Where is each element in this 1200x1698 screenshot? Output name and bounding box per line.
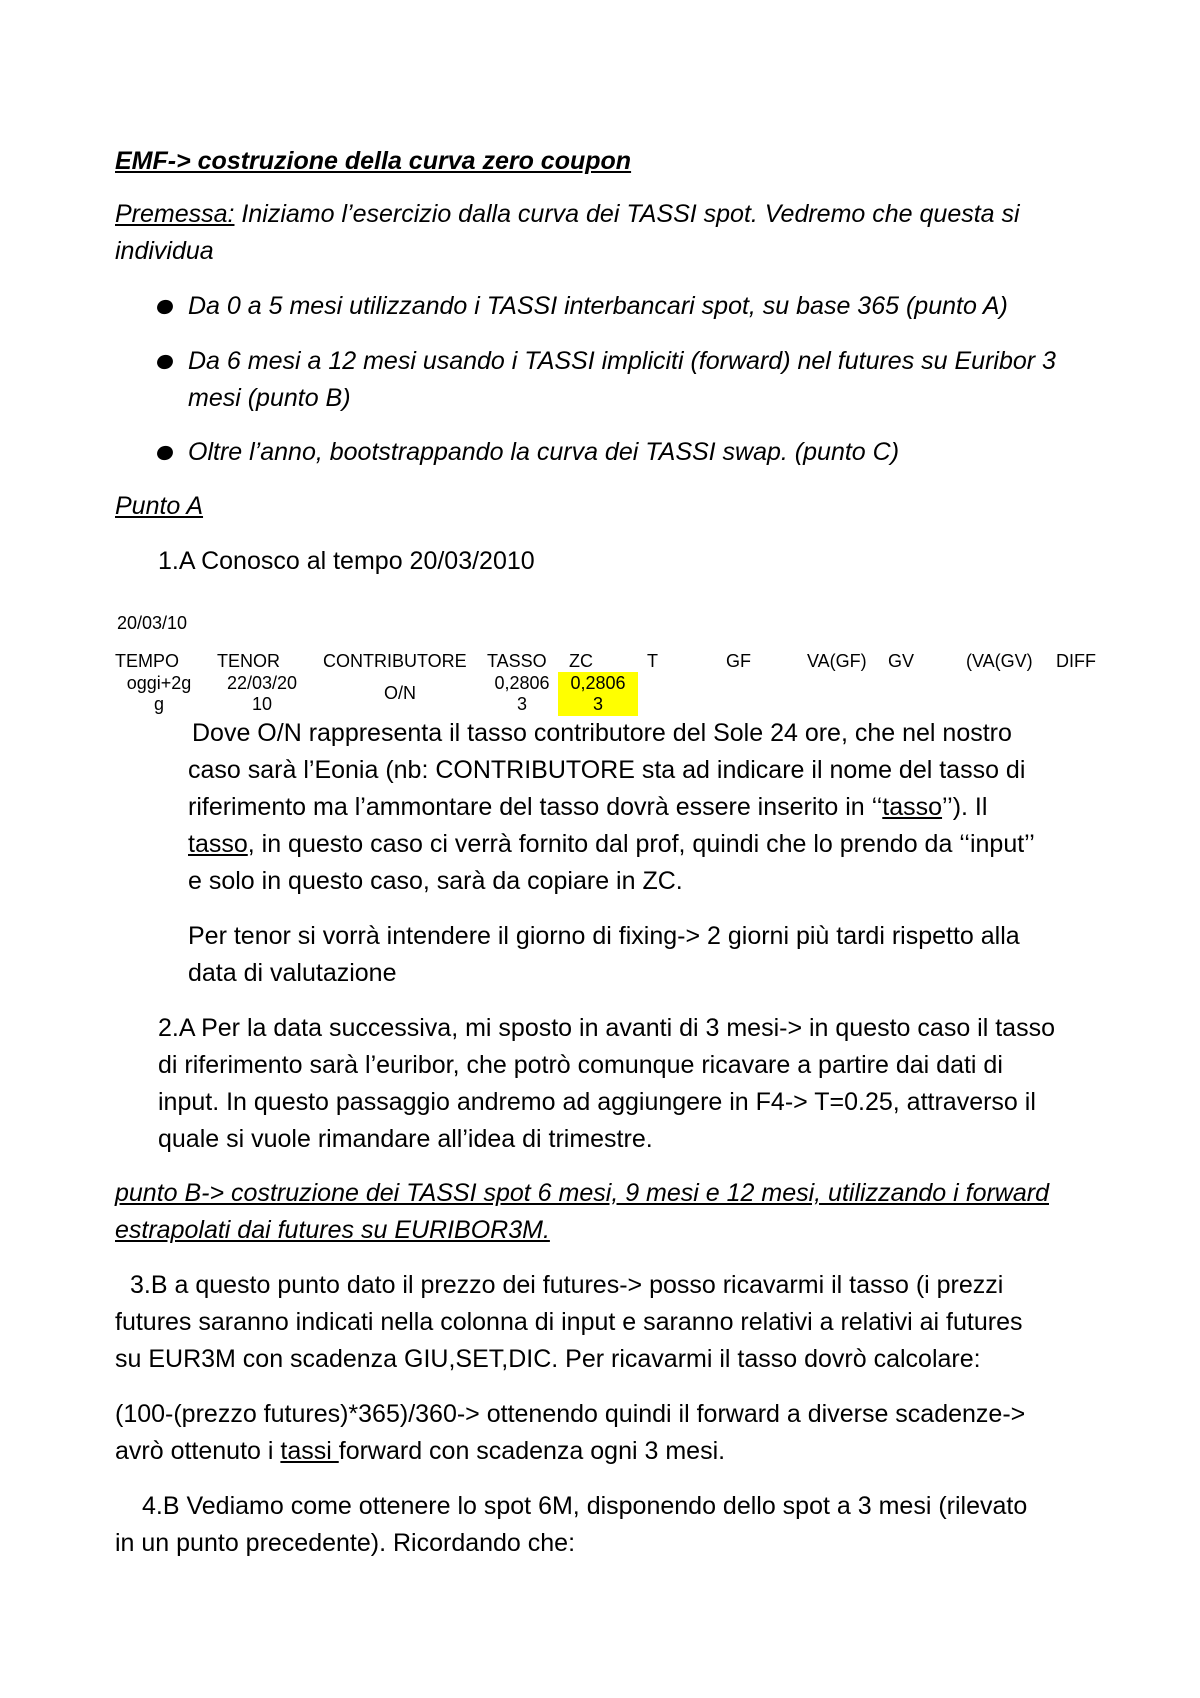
header-tempo: TEMPO bbox=[115, 651, 180, 671]
bullet-icon bbox=[155, 444, 175, 463]
punto-b-heading-line-2: estrapolati dai futures su EURIBOR3M. bbox=[115, 1216, 550, 1244]
cell-zc-line-1: 0,2806 bbox=[570, 673, 626, 693]
bullet-2-text-cont: mesi (punto B) bbox=[188, 384, 351, 412]
dove-line-1: Dove O/N rappresenta il tasso contributore del Sole 24 ore, che nel nostro bbox=[192, 719, 1012, 747]
tenor-line-1: Per tenor si vorrà intendere il giorno di fixing-> 2 giorni più tardi rispetto alla bbox=[188, 922, 1020, 950]
step-2a-line-3: input. In questo passaggio andremo ad aggiungere in F4-> T=0.25, attraverso il bbox=[158, 1088, 1036, 1116]
punto-b-heading-line-1: punto B-> costruzione dei TASSI spot 6 mesi, 9 mesi e 12 mesi, utilizzando i forward bbox=[115, 1179, 1049, 1207]
cell-tasso bbox=[482, 673, 562, 715]
header-contributore: CONTRIBUTORE bbox=[323, 651, 467, 671]
formula-line-1: (100-(prezzo futures)*365)/360-> ottenendo quindi il forward a diverse scadenze-> bbox=[115, 1400, 1026, 1428]
cell-tenor-line-1: 22/03/20 bbox=[226, 673, 298, 693]
cell-tempo-line-1: oggi+2g bbox=[126, 673, 192, 693]
cell-tasso-line-1: 0,2806 bbox=[494, 673, 550, 693]
dove-line-3-a: riferimento ma l’ammontare del tasso dovrà essere inserito in ‘‘ bbox=[188, 793, 883, 821]
step-3b-line-1: 3.B a questo punto dato il prezzo dei futures-> posso ricavarmi il tasso (i prezzi bbox=[130, 1271, 1004, 1299]
formula-line-2-a: avrò ottenuto i bbox=[115, 1437, 281, 1465]
dove-line-2: caso sarà l’Eonia (nb: CONTRIBUTORE sta ad indicare il nome del tasso di bbox=[188, 756, 1026, 784]
dove-line-4 bbox=[188, 826, 1035, 863]
dove-line-3 bbox=[188, 789, 987, 826]
step-2a-line-2: di riferimento sarà l’euribor, che potrò comunque ricavare a partire dai dati di bbox=[158, 1051, 1003, 1079]
dove-line-4-b: , in questo caso ci verrà fornito dal prof, quindi che lo prendo da ‘‘input’’ bbox=[247, 830, 1035, 858]
cell-zc-line-2: 3 bbox=[592, 694, 603, 714]
document-title: EMF-> costruzione della curva zero coupon bbox=[115, 147, 632, 175]
step-2a-line-1: 2.A Per la data successiva, mi sposto in avanti di 3 mesi-> in questo caso il tasso bbox=[158, 1014, 1055, 1042]
cell-tempo-line-2: g bbox=[153, 694, 164, 714]
cell-tenor bbox=[213, 673, 311, 715]
header-va-gv: (VA(GV) bbox=[966, 651, 1033, 671]
cell-contributore: O/N bbox=[383, 683, 416, 703]
step-3b-line-3: su EUR3M con scadenza GIU,SET,DIC. Per ricavarmi il tasso dovrò calcolare: bbox=[115, 1345, 981, 1373]
formula-line-2 bbox=[115, 1433, 725, 1470]
step-4b-line-2: in un punto precedente). Ricordando che: bbox=[115, 1529, 576, 1557]
bullet-3-text: Oltre l’anno, bootstrappando la curva dei TASSI swap. (punto C) bbox=[188, 438, 900, 466]
punto-a-heading: Punto A bbox=[115, 492, 204, 520]
premessa-line-2: individua bbox=[115, 237, 214, 265]
bullet-icon bbox=[155, 353, 175, 372]
bullet-2-text: Da 6 mesi a 12 mesi usando i TASSI impliciti (forward) nel futures su Euribor 3 bbox=[188, 347, 1056, 375]
premessa-label: Premessa: bbox=[115, 200, 235, 228]
header-zc: ZC bbox=[569, 651, 593, 671]
cell-tasso-line-2: 3 bbox=[516, 694, 527, 714]
header-tenor: TENOR bbox=[217, 651, 280, 671]
header-t: T bbox=[647, 651, 658, 671]
cell-zc bbox=[558, 673, 638, 715]
cell-tempo bbox=[110, 673, 208, 715]
premessa-text: Iniziamo l’esercizio dalla curva dei TASSI spot. Vedremo che questa si bbox=[234, 200, 1020, 228]
header-gv: GV bbox=[888, 651, 915, 671]
table-date: 20/03/10 bbox=[117, 613, 188, 633]
step-4b-line-1: 4.B Vediamo come ottenere lo spot 6M, disponendo dello spot a 3 mesi (rilevato bbox=[142, 1492, 1028, 1520]
step-3b-line-2: futures saranno indicati nella colonna di input e saranno relativi a relativi ai futures bbox=[115, 1308, 1023, 1336]
bullet-1-text: Da 0 a 5 mesi utilizzando i TASSI interbancari spot, su base 365 (punto A) bbox=[188, 292, 1008, 320]
dove-line-4-tasso: tasso bbox=[188, 830, 248, 858]
cell-tenor-line-2: 10 bbox=[251, 694, 273, 714]
header-diff: DIFF bbox=[1056, 651, 1096, 671]
header-tasso: TASSO bbox=[487, 651, 547, 671]
dove-line-5: e solo in questo caso, sarà da copiare in ZC. bbox=[188, 867, 683, 895]
formula-line-2-c: forward con scadenza ogni 3 mesi. bbox=[338, 1437, 726, 1465]
step-2a-line-4: quale si vuole rimandare all’idea di trimestre. bbox=[158, 1125, 653, 1153]
tenor-line-2: data di valutazione bbox=[188, 959, 397, 987]
premessa-line-1 bbox=[115, 200, 1020, 229]
dove-line-3-tasso: tasso bbox=[882, 793, 943, 821]
header-va-gf: VA(GF) bbox=[807, 651, 867, 671]
bullet-icon bbox=[155, 298, 175, 317]
punto-a-step-1: 1.A Conosco al tempo 20/03/2010 bbox=[158, 547, 535, 575]
header-gf: GF bbox=[726, 651, 751, 671]
dove-line-3-c: ’’). Il bbox=[942, 793, 988, 821]
formula-line-2-tassi: tassi bbox=[280, 1437, 339, 1465]
